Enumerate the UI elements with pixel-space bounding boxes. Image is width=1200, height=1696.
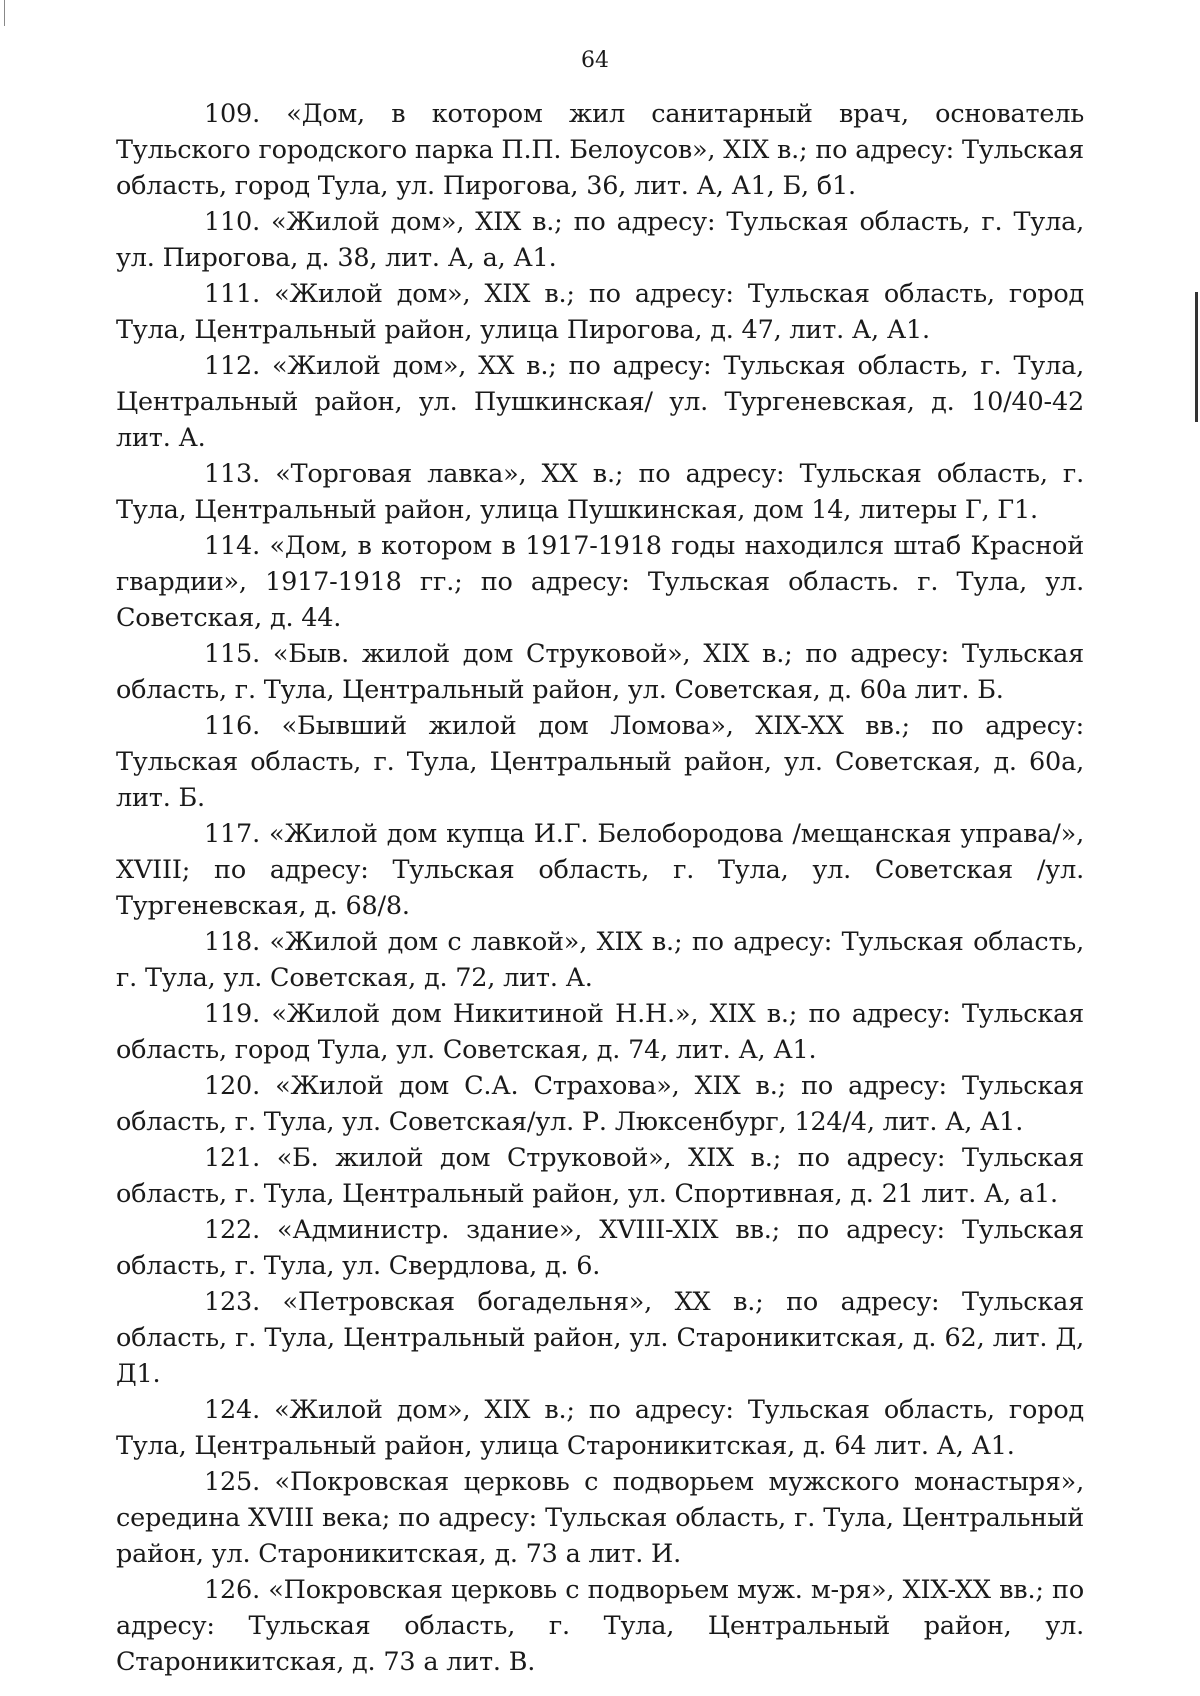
list-item: 113. «Торговая лавка», XX в.; по адресу: Тульская область, г. Тула, Центральный район, улица Пушкинская, дом 14, литеры Г, Г1.	[116, 459, 1084, 525]
list-item: 119. «Жилой дом Никитиной Н.Н.», XIX в.; по адресу: Тульская область, город Тула, ул. Советская, д. 74, лит. А, А1.	[116, 999, 1084, 1065]
list-item: 126. «Покровская церковь с подворьем муж. м-ря», XIX-XX вв.; по адресу: Тульская область, г. Тула, Центральный район, ул. Староникитская, д. 73 а лит. В.	[116, 1575, 1084, 1677]
list-item: 122. «Администр. здание», XVIII-XIX вв.; по адресу: Тульская область, г. Тула, ул. Свердлова, д. 6.	[116, 1215, 1084, 1281]
list-item: 123. «Петровская богадельня», XX в.; по адресу: Тульская область, г. Тула, Центральный район, ул. Староникитская, д. 62, лит. Д, Д1.	[116, 1287, 1084, 1389]
list-item: 118. «Жилой дом с лавкой», XIX в.; по адресу: Тульская область, г. Тула, ул. Советская, д. 72, лит. А.	[116, 927, 1084, 993]
list-item: 112. «Жилой дом», XX в.; по адресу: Тульская область, г. Тула, Центральный район, ул. Пушкинская/ ул. Тургеневская, д. 10/40-42 лит. А.	[116, 351, 1084, 453]
scan-edge-mark	[1195, 292, 1198, 422]
monument-list	[116, 96, 1084, 1680]
list-item: 111. «Жилой дом», XIX в.; по адресу: Тульская область, город Тула, Центральный район, улица Пирогова, д. 47, лит. А, А1.	[116, 279, 1084, 345]
list-item: 110. «Жилой дом», XIX в.; по адресу: Тульская область, г. Тула, ул. Пирогова, д. 38, лит. А, а, А1.	[116, 207, 1084, 273]
page-number: 64	[581, 48, 609, 73]
list-item: 116. «Бывший жилой дом Ломова», XIX-XX вв.; по адресу: Тульская область, г. Тула, Центральный район, ул. Советская, д. 60а, лит. Б.	[116, 711, 1084, 813]
list-item: 120. «Жилой дом С.А. Страхова», XIX в.; по адресу: Тульская область, г. Тула, ул. Советская/ул. Р. Люксенбург, 124/4, лит. А, А1.	[116, 1071, 1084, 1137]
list-item: 117. «Жилой дом купца И.Г. Белобородова /мещанская управа/», XVIII; по адресу: Тульская область, г. Тула, ул. Советская /ул. Тургеневская, д. 68/8.	[116, 819, 1084, 921]
list-item: 121. «Б. жилой дом Струковой», XIX в.; по адресу: Тульская область, г. Тула, Центральный район, ул. Спортивная, д. 21 лит. А, а1.	[116, 1143, 1084, 1209]
list-item: 109. «Дом, в котором жил санитарный врач, основатель Тульского городского парка П.П. Белоусов», XIX в.; по адресу: Тульская область, город Тула, ул. Пирогова, 36, лит. А, А1, Б, б1.	[116, 99, 1084, 201]
list-item: 115. «Быв. жилой дом Струковой», XIX в.; по адресу: Тульская область, г. Тула, Центральный район, ул. Советская, д. 60а лит. Б.	[116, 639, 1084, 705]
list-item: 124. «Жилой дом», XIX в.; по адресу: Тульская область, город Тула, Центральный район, улица Староникитская, д. 64 лит. А, А1.	[116, 1395, 1084, 1461]
list-item: 114. «Дом, в котором в 1917-1918 годы находился штаб Красной гвардии», 1917-1918 гг.; по адресу: Тульская область. г. Тула, ул. Советская, д. 44.	[116, 531, 1084, 633]
list-item: 125. «Покровская церковь с подворьем мужского монастыря», середина XVIII века; по адресу: Тульская область, г. Тула, Центральный район, ул. Староникитская, д. 73 а лит. И.	[116, 1467, 1084, 1569]
scan-edge-mark	[4, 0, 5, 26]
